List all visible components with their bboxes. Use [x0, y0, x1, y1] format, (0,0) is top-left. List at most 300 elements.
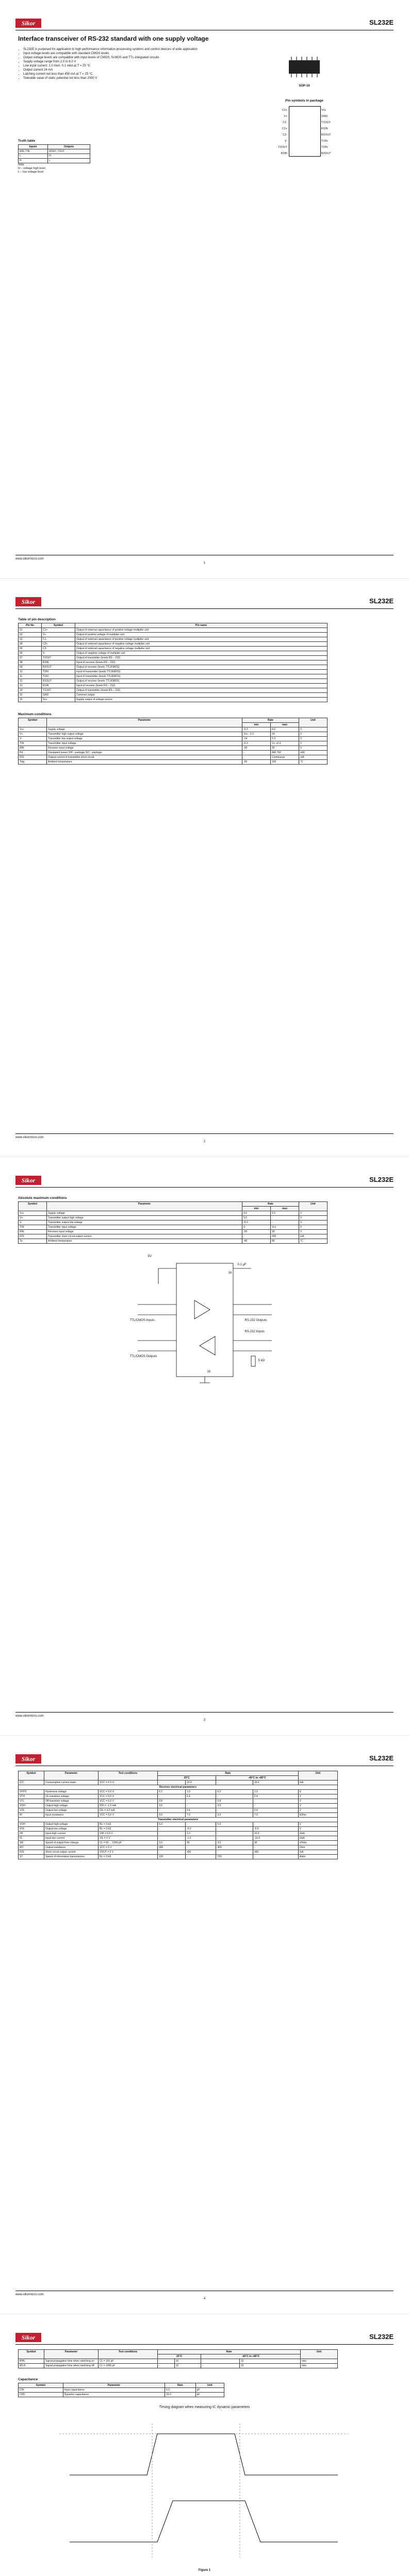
table-cell: TIN [19, 1225, 47, 1230]
table-cell: 15.0 [253, 1781, 298, 1785]
th: min [242, 1207, 271, 1211]
table-row [19, 1841, 338, 1845]
th: Inputs [19, 145, 48, 149]
td: H [48, 154, 90, 159]
table-cell: 30 [271, 1230, 299, 1234]
pinout [240, 99, 369, 161]
pin-label: R1IN [321, 127, 328, 130]
circuit-label: TTL/CMOS Outputs [129, 1355, 157, 1358]
table-cell: VCC = 0 V [99, 1845, 158, 1850]
table-row [19, 642, 328, 647]
table-cell: 30 [271, 746, 299, 751]
table-cell: V- [42, 651, 75, 656]
table-row [19, 1221, 328, 1225]
pin-rows [19, 628, 328, 702]
table-cell: Transmitter output low voltage [47, 1221, 242, 1225]
th: min [242, 723, 271, 727]
cap-title: Capacitance [18, 2378, 38, 2381]
table-cell: Input of receiver (levels RS – 232) [75, 684, 328, 688]
table-cell: 3.0 [158, 1813, 186, 1818]
table-cell: R2IN [42, 660, 75, 665]
table-cell: R1OUT [42, 679, 75, 684]
th: Parameter [47, 1202, 242, 1211]
table-cell: Ta [19, 1239, 47, 1244]
th: Rate [158, 1771, 299, 1776]
table-cell: - [185, 1804, 216, 1808]
page-header [15, 1176, 394, 1188]
page-header [15, 2333, 394, 2345]
table-cell: ±60 [271, 1234, 299, 1239]
table-cell: - [185, 1799, 216, 1804]
footer-link[interactable]: www.slkormicro.com [15, 1715, 44, 1718]
table-row [19, 1239, 328, 1244]
table-cell: RL = 3 kΩ [99, 1827, 158, 1832]
table-cell: 03 [19, 637, 42, 642]
table-cell: CL = 150 pF [99, 2359, 158, 2364]
table-cell: 2.4 [185, 1794, 216, 1799]
footer-link[interactable]: www.slkormicro.com [15, 2293, 44, 2296]
td: H [19, 159, 48, 163]
td: L [19, 154, 48, 159]
table-cell: - [158, 1836, 186, 1841]
table-row [19, 1211, 328, 1216]
table-cell: V- [19, 1221, 47, 1225]
pinout-title: Pin symbols in package [285, 99, 323, 103]
th: Parameter [44, 1771, 99, 1781]
table-row [19, 154, 90, 159]
table-cell: 30 [253, 1841, 298, 1845]
table-cell: 08 [19, 660, 42, 665]
table-cell: Input resistance [44, 1813, 99, 1818]
table-cell: C2- [42, 647, 75, 651]
table-cell: Output of transmitter (levels RS – 232) [75, 688, 328, 693]
table-cell: Input low current [44, 1836, 99, 1841]
table-cell: -14 [242, 737, 271, 741]
th: -40°C to +85°C [216, 1776, 298, 1781]
table-cell: 3.5 [158, 1804, 186, 1808]
pin-label: C2+ [282, 127, 287, 130]
table-cell: - [201, 2359, 240, 2364]
table-row [19, 2388, 224, 2393]
table-cell: R1IN [42, 684, 75, 688]
section-row: Transmitter electrical parameters [19, 1818, 338, 1822]
table-cell: 842 762 [271, 751, 299, 755]
table-cell: 5.0 [216, 1822, 253, 1827]
table-cell: 120 [216, 1855, 253, 1859]
table-cell: Common output [75, 693, 328, 698]
table-cell: -5.0 [242, 1221, 271, 1225]
pin-label: GND [321, 115, 328, 118]
pins-left [260, 107, 287, 157]
max-title: Maximum conditions [18, 713, 52, 716]
table-cell: 6.0 [271, 727, 299, 732]
table-cell: SR [19, 1841, 44, 1845]
table-cell: VIH = 5.0 V [99, 1832, 158, 1836]
electrical-rows-a [19, 1781, 338, 1785]
brand-logo: Sikor [15, 19, 41, 28]
table-cell: 1.0 [185, 1790, 216, 1794]
table-cell: mks [300, 2364, 337, 2368]
table-cell: 02 [19, 633, 42, 637]
table-row [19, 159, 90, 163]
table-row [19, 727, 328, 732]
table-cell: VCC = 5.5 V [99, 1781, 158, 1785]
table-cell: Output of transmitter (levels RS – 232) [75, 656, 328, 660]
pin-label: R1OUT [321, 133, 331, 137]
table-cell: - [216, 1781, 253, 1785]
part-number: SL232E [369, 19, 394, 26]
table-cell: 0.2 [216, 1790, 253, 1794]
table-cell: Input of transmitter (levels TTL/KMOS) [75, 670, 328, 674]
table-cell: - [271, 1216, 299, 1221]
pin-label: T1OUT [321, 121, 331, 124]
table-cell: V [298, 1808, 337, 1813]
th: Symbol [19, 718, 47, 727]
th: Unit [298, 1771, 337, 1781]
chip-icon [281, 53, 328, 83]
table-cell: V [299, 741, 328, 746]
table-cell: 10.0 [253, 1832, 298, 1836]
table-cell: 5.0 [158, 1822, 186, 1827]
table-cell: 05 [19, 647, 42, 651]
circuit-label: 5V [148, 1255, 152, 1258]
table-row [19, 656, 328, 660]
table-cell: - [158, 1850, 186, 1855]
table-row [19, 746, 328, 751]
table-cell: Input of transmitter (levels TTL/KMOS) [75, 674, 328, 679]
th: Parameter [44, 2350, 99, 2359]
table-cell: Vcc [271, 1225, 299, 1230]
table-cell: IIL [19, 1836, 44, 1841]
table-cell: 7.0 [253, 1813, 298, 1818]
th: Symbol [19, 1202, 47, 1211]
feature-item: • Latching current not less than 450 mA at T = 25 °C [23, 72, 199, 76]
circuit-label: 16 [228, 1272, 232, 1275]
document-title: Interface transceiver of RS-232 standard with one supply voltage [18, 35, 209, 42]
th: Parameter [63, 2383, 165, 2388]
pin-label: T2IN [321, 146, 328, 149]
table-cell: RIN [19, 1230, 47, 1234]
table-cell: mks [300, 2359, 337, 2364]
page-footer [15, 1712, 394, 1724]
table-cell: Transmitter input voltage [47, 1225, 242, 1230]
timing-title: Timing diagram when measuring IC dynamic parameters [159, 2405, 250, 2409]
table-cell: 3.0 [158, 1841, 186, 1845]
table-cell: T2OUT [42, 656, 75, 660]
cap-table [18, 2383, 224, 2397]
note-line: H – voltage high level; [18, 167, 46, 170]
table-cell: C1- [42, 637, 75, 642]
table-cell: VTH [19, 1794, 44, 1799]
truth-table-block [18, 135, 90, 174]
page-header [15, 1754, 394, 1766]
page-4 [0, 1736, 409, 2314]
table-cell: ICC [19, 1781, 44, 1785]
page-5 [0, 2314, 409, 2576]
table-cell: Continuous [271, 755, 299, 760]
table-cell: VIL = 0 V [99, 1836, 158, 1841]
table-cell: 3.0 [216, 1841, 253, 1845]
table-cell: VOH [19, 1804, 44, 1808]
table-cell: V [299, 732, 328, 737]
table-cell: -10.0 [253, 1836, 298, 1841]
table-cell: Supply voltage [47, 727, 242, 732]
table-cell: Tstg [19, 760, 47, 765]
table-row [19, 1836, 338, 1841]
table-cell: V [298, 1794, 337, 1799]
table-row [19, 693, 328, 698]
pin-desc-table [18, 623, 328, 702]
table-row [19, 1230, 328, 1234]
table-cell: V [299, 746, 328, 751]
table-cell: Output of receiver (levels TTL/KMOS) [75, 679, 328, 684]
table-cell: Dynamic capacitance [63, 2393, 165, 2397]
table-cell: Output of external capacitance of positive voltage multiplier unit [75, 637, 328, 642]
table-cell: V/mks [298, 1841, 337, 1845]
table-cell: V [298, 1822, 337, 1827]
th: Symbol [19, 2350, 44, 2359]
page-header [15, 597, 394, 609]
part-number: SL232E [369, 597, 394, 605]
table-cell: V [298, 1804, 337, 1808]
max-table [18, 718, 328, 765]
pin-label: T2OUT [277, 146, 287, 149]
table-cell: 30 [185, 1841, 216, 1845]
table-cell: 0 [242, 1225, 271, 1230]
table-row [19, 2393, 224, 2397]
electrical-rows-b [19, 1790, 338, 1818]
table-cell: IIH [19, 1832, 44, 1836]
feature-item: • SL232E is purposed for application in high performance information processing systems and control devices of wide application [23, 47, 199, 52]
table-cell: - [158, 1794, 186, 1799]
abs-title: Absolute maximum conditions [18, 1196, 67, 1200]
table-cell: V [298, 1790, 337, 1794]
table-row [19, 737, 328, 741]
table-cell: 12 [19, 679, 42, 684]
table-cell: Speed of output front change [44, 1841, 99, 1845]
table-cell: - [158, 1808, 186, 1813]
table-row [19, 760, 328, 765]
table-cell: 0.4 [185, 1808, 216, 1813]
table-cell: CL = 1000 pF [99, 2364, 158, 2368]
table-cell: Vcc - 0.3 [242, 732, 271, 737]
table-cell: Transmitter low output voltage [47, 737, 242, 741]
table-cell: RL = 3 kΩ [99, 1822, 158, 1827]
table-cell: 10.0 [185, 1781, 216, 1785]
table-cell: Signal propagation time when switching off [44, 2364, 99, 2368]
th: Rate [242, 1202, 299, 1207]
table-cell: V [299, 1230, 328, 1234]
table-cell: -0.3 [242, 727, 271, 732]
table-cell: 0.3 [271, 737, 299, 741]
page-footer [15, 2291, 394, 2302]
table-row [19, 1790, 338, 1794]
pin-label: R2IN [281, 152, 287, 155]
table-cell: - [158, 1781, 186, 1785]
table-cell: V [299, 1221, 328, 1225]
pin-label: V- [284, 140, 287, 143]
ic-body [289, 106, 321, 157]
table-cell: 07 [19, 656, 42, 660]
note-line: Note [18, 163, 24, 166]
table-cell: VCC = 5.0 V [99, 1794, 158, 1799]
th: Outputs [48, 145, 90, 149]
table-cell: Supply output of voltage source [75, 698, 328, 702]
table-cell: IOS [19, 1850, 44, 1855]
table-cell: V+ +0.3 [271, 741, 299, 746]
table-cell: 3.5 [216, 1804, 253, 1808]
table-cell: - [253, 1845, 298, 1850]
table-cell: Speed of information transmission [44, 1855, 99, 1859]
package-image [281, 53, 328, 88]
electrical-rows-c [19, 1822, 338, 1859]
table-cell: V [299, 1216, 328, 1221]
table-cell: 10 [19, 670, 42, 674]
table-row [19, 1845, 338, 1850]
table-row [19, 633, 328, 637]
circuit-label: 0.1 µF [237, 1263, 247, 1266]
table-cell: 0.8 [158, 1799, 186, 1804]
table-cell: -5.0 [185, 1827, 216, 1832]
table-cell: 5.0 [242, 1216, 271, 1221]
footer-link[interactable]: www.slkormicro.com [15, 557, 44, 561]
td: RIN, TIN [19, 149, 48, 154]
table-row [19, 651, 328, 656]
table-cell: mkA [298, 1832, 337, 1836]
table-cell: °C [299, 760, 328, 765]
table-cell: Hysteresis voltage [44, 1790, 99, 1794]
table-cell: IOS [19, 1234, 47, 1239]
table-cell: 10 [239, 2359, 300, 2364]
table-cell: IOL = 3.2 mA [99, 1808, 158, 1813]
table-cell: 15.0 [165, 2393, 196, 2397]
table-row [19, 679, 328, 684]
table-cell: - [158, 2359, 175, 2364]
table-cell: 1.0 [185, 1832, 216, 1836]
table-cell: Output of external capacitance of positive voltage multiplier unit [75, 628, 328, 633]
table-cell: - [185, 1855, 216, 1859]
page-header [15, 19, 394, 30]
truth-notes [18, 163, 90, 174]
table-cell: - [158, 1827, 186, 1832]
table-cell: kOhm [298, 1813, 337, 1818]
dynamic-table [18, 2349, 338, 2368]
table-cell: - [271, 1221, 299, 1225]
table-cell: R2OUT [42, 665, 75, 670]
table-cell: 300 [158, 1845, 186, 1850]
typical-circuit [127, 1253, 282, 1387]
truth-table [18, 144, 90, 163]
table-row [19, 1794, 338, 1799]
table-cell: - [216, 1794, 253, 1799]
table-cell: 14 [271, 732, 299, 737]
table-cell: Transmitter input voltage [47, 741, 242, 746]
th: -40°C to +85°C [201, 2354, 301, 2359]
abs-rows [19, 1211, 328, 1244]
table-row [19, 1234, 328, 1239]
table-cell: Transmitter short circuit output current [47, 1234, 242, 1239]
table-cell: 13 [19, 684, 42, 688]
table-cell: V- [19, 737, 47, 741]
table-cell: 10 [174, 2364, 201, 2368]
features-list [18, 47, 199, 80]
pin-label: R2OUT [321, 152, 331, 155]
table-cell: ±60 [185, 1850, 216, 1855]
table-cell: RL = 3 kΩ [99, 1855, 158, 1859]
brand-logo: Sikor [15, 597, 41, 606]
table-cell: mA [298, 1781, 337, 1785]
table-cell: 11 [19, 674, 42, 679]
feature-item: • Tolerable value of static potential not less than 2000 V [23, 76, 199, 80]
table-cell: Ohm [298, 1845, 337, 1850]
table-row [19, 2359, 338, 2364]
table-cell: VHYS [19, 1790, 44, 1794]
table-cell: 04 [19, 642, 42, 647]
table-row [19, 647, 328, 651]
table-cell: CPD [19, 2393, 63, 2397]
table-cell: ST [19, 1855, 44, 1859]
section-row: Receiver electrical parameters [19, 1785, 338, 1790]
cap-rows [19, 2388, 224, 2397]
table-cell: 09 [19, 665, 42, 670]
note-line: L – low voltage level [18, 171, 44, 174]
table-cell: 1.0 [253, 1790, 298, 1794]
table-cell: Output low voltage [44, 1827, 99, 1832]
feature-item: • Output voltage levels are compatible with input levels of CMOS, N-MOS and TTL-integrated circuits [23, 56, 199, 60]
table-cell: Vcc [19, 727, 47, 732]
pin-label: T1IN [321, 140, 328, 143]
table-row [19, 1850, 338, 1855]
table-cell: T1OUT [42, 688, 75, 693]
table-row [19, 670, 328, 674]
footer-link[interactable]: www.slkormicro.com [15, 1136, 44, 1139]
table-cell: V [299, 1225, 328, 1230]
part-number: SL232E [369, 1176, 394, 1183]
table-cell: Receiver input voltage [47, 746, 242, 751]
table-row [19, 741, 328, 746]
table-row [19, 2364, 338, 2368]
table-cell: VOL [19, 1808, 44, 1813]
table-cell: VOUT = 0 V [99, 1850, 158, 1855]
feature-item: • Supply voltage range from 2.0 to 6.0 V [23, 60, 199, 64]
pin-desc-title: Table of pin description [18, 618, 56, 621]
pin-label: C1+ [282, 109, 287, 112]
table-row [19, 688, 328, 693]
table-cell: T2IN [42, 670, 75, 674]
table-cell: 10 [174, 2359, 201, 2364]
table-cell: 7.0 [185, 1813, 216, 1818]
table-row [19, 1216, 328, 1221]
page-2 [0, 579, 409, 1157]
table-row [19, 637, 328, 642]
table-cell: - [242, 751, 271, 755]
th: Unit [300, 2350, 337, 2359]
table-row [19, 1808, 338, 1813]
table-cell: -30 [242, 1230, 271, 1234]
table-cell: 120 [158, 1855, 186, 1859]
table-cell: -1.0 [185, 1836, 216, 1841]
page-footer [15, 555, 394, 567]
page-3 [0, 1157, 409, 1736]
table-row [19, 751, 328, 755]
table-cell: Vcc [19, 1211, 47, 1216]
table-cell: tPLH [19, 2364, 44, 2368]
abs-table [18, 1201, 328, 1244]
table-row [19, 698, 328, 702]
table-cell: Output high voltage [44, 1804, 99, 1808]
table-row [19, 1225, 328, 1230]
table-cell: V [299, 1211, 328, 1216]
